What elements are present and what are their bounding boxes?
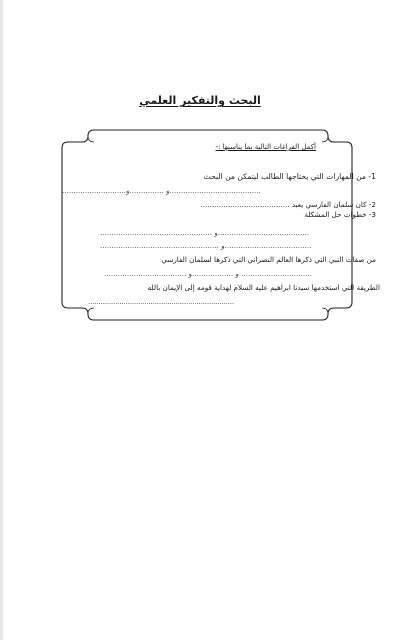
answer-blank-5: ...................................................................... [88, 297, 234, 306]
answer-blank-1: ........................................و ...............و............................ [62, 186, 261, 195]
answer-blank-3a: ........................................و ................................................. [100, 228, 310, 237]
question-5: الطريقة التي استخدمها سيدنا ابراهيم عليه السلام لهداية قومه إلى الإيمان بالله [147, 283, 380, 292]
answer-blank-3b: ......................................و .................................................... [100, 241, 312, 250]
answer-blank-4: ............................... و ..................و .................................... [104, 269, 312, 278]
question-2: 2- كان سلمان الفارسي يعبد ....................................... [200, 200, 376, 209]
question-1: 1- من المهارات التي يحتاجها الطالب ليتمكن من البحث [203, 172, 376, 181]
question-3: 3- خطوات حل المشكلة [304, 210, 376, 219]
question-4: من صفات النبي التي ذكرها العالم النصراني التي ذكرها لسلمان الفارسي [161, 255, 376, 264]
worksheet-title: البحث والتفكير العلمي [139, 94, 261, 107]
instruction-text: أكمل الفراغات التالية بما يناسبها :- [215, 143, 316, 151]
